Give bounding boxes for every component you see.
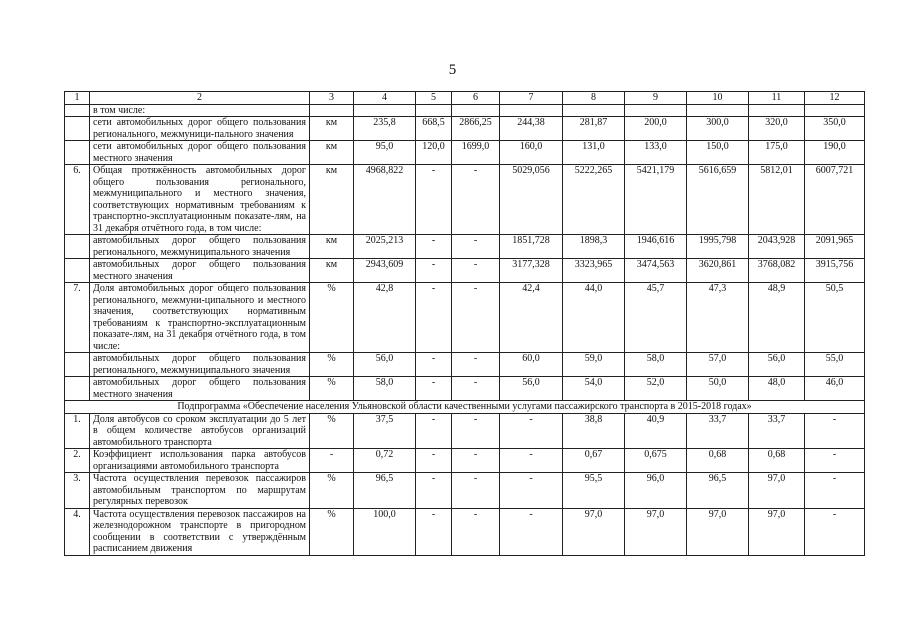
value-cell: 175,0	[749, 141, 805, 165]
value-cell: -	[500, 413, 563, 449]
value-cell: 4968,822	[354, 165, 416, 235]
value-cell: 58,0	[354, 377, 416, 401]
value-cell: 281,87	[563, 117, 625, 141]
value-cell: 42,8	[354, 283, 416, 353]
value-cell: 3620,861	[687, 259, 749, 283]
row-number: 4.	[65, 508, 90, 555]
value-cell: 95,0	[354, 141, 416, 165]
unit-cell: %	[310, 473, 354, 509]
value-cell: 60,0	[500, 353, 563, 377]
header-cell: 5	[416, 92, 452, 105]
value-cell: 350,0	[805, 117, 865, 141]
value-cell: 133,0	[625, 141, 687, 165]
value-cell: 0,72	[354, 449, 416, 473]
table-row	[65, 508, 865, 555]
row-number: 7.	[65, 283, 90, 353]
value-cell: 120,0	[416, 141, 452, 165]
value-cell: 37,5	[354, 413, 416, 449]
indicator-name: в том числе:	[90, 104, 310, 117]
value-cell: 56,0	[500, 377, 563, 401]
unit-cell: -	[310, 449, 354, 473]
header-cell: 8	[563, 92, 625, 105]
value-cell: 2091,965	[805, 235, 865, 259]
value-cell: 0,675	[625, 449, 687, 473]
unit-cell: %	[310, 353, 354, 377]
value-cell: 1699,0	[452, 141, 500, 165]
value-cell	[416, 104, 452, 117]
table-row	[65, 449, 865, 473]
unit-cell: км	[310, 117, 354, 141]
unit-cell: км	[310, 141, 354, 165]
value-cell	[354, 104, 416, 117]
value-cell	[687, 104, 749, 117]
value-cell	[563, 104, 625, 117]
indicators-table	[64, 91, 865, 556]
value-cell: 6007,721	[805, 165, 865, 235]
value-cell: 1995,798	[687, 235, 749, 259]
indicator-name: Доля автомобильных дорог общего пользования регионального, межмуни-ципального и местного значения, соответствующих нормативным требованиям к транспортно-эксплуатационным показате-лям, на 31 декабря отчётного года, в том числе:	[90, 283, 310, 353]
indicator-name: сети автомобильных дорог общего пользования местного значения	[90, 141, 310, 165]
header-cell: 7	[500, 92, 563, 105]
value-cell: 97,0	[625, 508, 687, 555]
table-row	[65, 413, 865, 449]
row-number: 2.	[65, 449, 90, 473]
header-cell: 10	[687, 92, 749, 105]
value-cell: -	[500, 508, 563, 555]
value-cell: 0,68	[749, 449, 805, 473]
value-cell: 320,0	[749, 117, 805, 141]
table-row	[65, 117, 865, 141]
value-cell: -	[452, 449, 500, 473]
indicator-name: Доля автобусов со сроком эксплуатации до 5 лет в общем количестве автобусов организаций автомобильного транспорта	[90, 413, 310, 449]
unit-cell: км	[310, 259, 354, 283]
value-cell: 131,0	[563, 141, 625, 165]
value-cell: 33,7	[749, 413, 805, 449]
row-number: 3.	[65, 473, 90, 509]
value-cell: -	[416, 473, 452, 509]
value-cell: 190,0	[805, 141, 865, 165]
value-cell: -	[805, 449, 865, 473]
value-cell: 3323,965	[563, 259, 625, 283]
table-row	[65, 283, 865, 353]
value-cell: 150,0	[687, 141, 749, 165]
value-cell: 1946,616	[625, 235, 687, 259]
value-cell: -	[416, 413, 452, 449]
value-cell: 3474,563	[625, 259, 687, 283]
value-cell: 0,68	[687, 449, 749, 473]
value-cell: -	[452, 413, 500, 449]
value-cell: 3768,082	[749, 259, 805, 283]
value-cell: 95,5	[563, 473, 625, 509]
row-number	[65, 377, 90, 401]
value-cell: 5222,265	[563, 165, 625, 235]
row-number	[65, 259, 90, 283]
unit-cell: км	[310, 165, 354, 235]
value-cell: 2943,609	[354, 259, 416, 283]
header-row	[65, 92, 865, 105]
unit-cell	[310, 104, 354, 117]
value-cell: -	[452, 508, 500, 555]
value-cell: -	[416, 283, 452, 353]
value-cell: 54,0	[563, 377, 625, 401]
indicator-name: автомобильных дорог общего пользования регионального, межмуниципального значения	[90, 353, 310, 377]
value-cell: 3177,328	[500, 259, 563, 283]
value-cell: 44,0	[563, 283, 625, 353]
value-cell: 50,0	[687, 377, 749, 401]
value-cell: -	[452, 473, 500, 509]
value-cell	[500, 104, 563, 117]
value-cell: 96,5	[687, 473, 749, 509]
indicator-name: автомобильных дорог общего пользования регионального, межмуниципального значения	[90, 235, 310, 259]
indicator-name: автомобильных дорог общего пользования местного значения	[90, 377, 310, 401]
header-cell: 2	[90, 92, 310, 105]
row-number	[65, 104, 90, 117]
value-cell: 5812,01	[749, 165, 805, 235]
value-cell: 1851,728	[500, 235, 563, 259]
value-cell: -	[416, 449, 452, 473]
value-cell: -	[452, 165, 500, 235]
value-cell: 48,0	[749, 377, 805, 401]
value-cell: 0,67	[563, 449, 625, 473]
row-number	[65, 235, 90, 259]
value-cell: 668,5	[416, 117, 452, 141]
unit-cell: км	[310, 235, 354, 259]
indicator-name: Общая протяжённость автомобильных дорог общего пользования регионального, межмуниципального и местного значения, соответствующих нормативным требованиям к транспортно-эксплуатационным показате-лям, на 31 декабря отчётного года, в том числе:	[90, 165, 310, 235]
table-row	[65, 473, 865, 509]
value-cell: 97,0	[687, 508, 749, 555]
header-cell: 11	[749, 92, 805, 105]
header-cell: 12	[805, 92, 865, 105]
table-row	[65, 104, 865, 117]
value-cell: 55,0	[805, 353, 865, 377]
value-cell: 97,0	[563, 508, 625, 555]
value-cell: -	[805, 473, 865, 509]
value-cell	[452, 104, 500, 117]
row-number	[65, 117, 90, 141]
unit-cell: %	[310, 508, 354, 555]
indicator-name: автомобильных дорог общего пользования местного значения	[90, 259, 310, 283]
value-cell	[625, 104, 687, 117]
value-cell: 100,0	[354, 508, 416, 555]
value-cell: 46,0	[805, 377, 865, 401]
value-cell: 58,0	[625, 353, 687, 377]
value-cell: 2025,213	[354, 235, 416, 259]
value-cell: 38,8	[563, 413, 625, 449]
row-number: 1.	[65, 413, 90, 449]
value-cell: 160,0	[500, 141, 563, 165]
indicator-name: Частота осуществления перевозок пассажиров на железнодорожном транспорте в пригородном сообщении в соответствии с утверждённым расписанием движения	[90, 508, 310, 555]
value-cell: -	[416, 508, 452, 555]
value-cell: 52,0	[625, 377, 687, 401]
value-cell: 2043,928	[749, 235, 805, 259]
value-cell: 97,0	[749, 508, 805, 555]
value-cell: -	[416, 235, 452, 259]
value-cell: -	[416, 353, 452, 377]
value-cell: 48,9	[749, 283, 805, 353]
indicator-name: сети автомобильных дорог общего пользования регионального, межмуници-пального значения	[90, 117, 310, 141]
subprogram-row	[65, 401, 865, 414]
value-cell: -	[416, 377, 452, 401]
value-cell: 42,4	[500, 283, 563, 353]
value-cell: -	[452, 377, 500, 401]
value-cell: -	[416, 165, 452, 235]
value-cell: 57,0	[687, 353, 749, 377]
value-cell: 5616,659	[687, 165, 749, 235]
value-cell: 96,5	[354, 473, 416, 509]
value-cell: 300,0	[687, 117, 749, 141]
value-cell: -	[452, 235, 500, 259]
value-cell: 1898,3	[563, 235, 625, 259]
header-cell: 9	[625, 92, 687, 105]
table-row	[65, 353, 865, 377]
value-cell: 5421,179	[625, 165, 687, 235]
header-cell: 6	[452, 92, 500, 105]
row-number	[65, 353, 90, 377]
row-number: 6.	[65, 165, 90, 235]
table-row	[65, 165, 865, 235]
value-cell: 40,9	[625, 413, 687, 449]
value-cell: 96,0	[625, 473, 687, 509]
value-cell: 2866,25	[452, 117, 500, 141]
value-cell: -	[416, 259, 452, 283]
value-cell: -	[452, 353, 500, 377]
unit-cell: %	[310, 377, 354, 401]
value-cell: 5029,056	[500, 165, 563, 235]
row-number	[65, 141, 90, 165]
value-cell: -	[805, 508, 865, 555]
value-cell: 244,38	[500, 117, 563, 141]
value-cell	[805, 104, 865, 117]
header-cell: 4	[354, 92, 416, 105]
value-cell: 47,3	[687, 283, 749, 353]
value-cell: 33,7	[687, 413, 749, 449]
unit-cell: %	[310, 283, 354, 353]
page-number: 5	[448, 62, 457, 78]
value-cell: 200,0	[625, 117, 687, 141]
header-cell: 3	[310, 92, 354, 105]
value-cell: 235,8	[354, 117, 416, 141]
value-cell: 59,0	[563, 353, 625, 377]
table-row	[65, 377, 865, 401]
value-cell: 3915,756	[805, 259, 865, 283]
value-cell: -	[452, 283, 500, 353]
subprogram-title: Подпрограмма «Обеспечение населения Ульяновской области качественными услугами пассажирского транспорта в 2015-2018 годах»	[65, 401, 865, 414]
table-row	[65, 259, 865, 283]
table-row	[65, 235, 865, 259]
indicator-name: Коэффициент использования парка автобусов организациями автомобильного транспорта	[90, 449, 310, 473]
value-cell: -	[452, 259, 500, 283]
value-cell: -	[500, 473, 563, 509]
value-cell	[749, 104, 805, 117]
value-cell: -	[805, 413, 865, 449]
indicator-name: Частота осуществления перевозок пассажиров автомобильным транспортом по маршрутам регулярных перевозок	[90, 473, 310, 509]
value-cell: 56,0	[749, 353, 805, 377]
value-cell: 50,5	[805, 283, 865, 353]
table-row	[65, 141, 865, 165]
unit-cell: %	[310, 413, 354, 449]
value-cell: 56,0	[354, 353, 416, 377]
value-cell: -	[500, 449, 563, 473]
value-cell: 97,0	[749, 473, 805, 509]
value-cell: 45,7	[625, 283, 687, 353]
header-cell: 1	[65, 92, 90, 105]
